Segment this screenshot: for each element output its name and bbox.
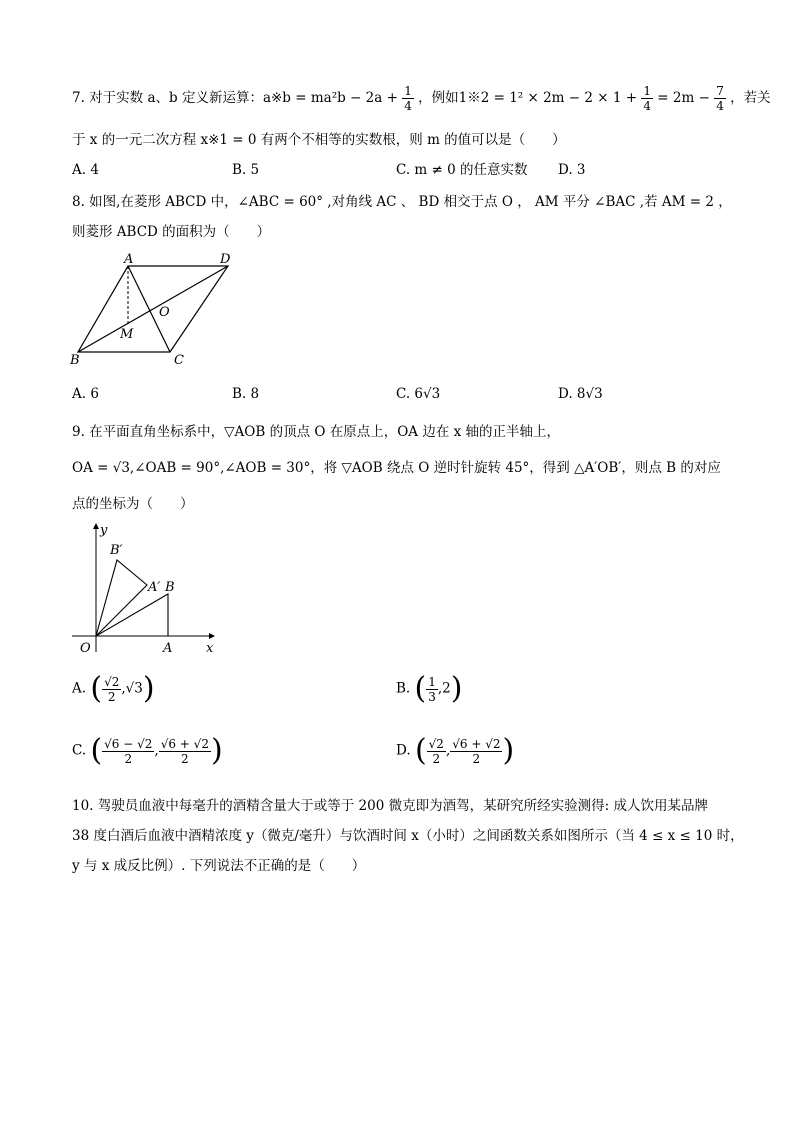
- q7-fraction-3: [714, 84, 726, 113]
- q7-text-a: 7. 对于实数 a、b 定义新运算：a※b = ma²b − 2a +: [72, 90, 398, 106]
- q9-option-c: C. ( $\frac{√6 - √2}{2}$ , $\frac{√6 + √2}{2}$ ): [72, 733, 223, 768]
- q7-frac3-num: 7: [716, 84, 724, 98]
- q7-frac2-den: 4: [643, 99, 651, 113]
- q9-option-d: D. ( $\frac{√2}{2}$ , $\frac{√6 + √2}{2}$ ): [396, 733, 515, 768]
- q7-option-a: A. 4: [72, 162, 99, 178]
- q7-frac1-den: 4: [404, 99, 412, 113]
- q10-line2: 38 度白酒后血液中酒精浓度 y（微克/毫升）与饮酒时间 x（小时）之间函数关系如图所示（当 4 ≤ x ≤ 10 时，: [72, 828, 744, 844]
- q9-option-c-label: C.: [72, 742, 87, 759]
- label-point-b: B: [165, 580, 175, 595]
- label-b: B: [70, 353, 80, 368]
- q7-frac1-num: 1: [404, 84, 412, 98]
- q7-option-b: B. 5: [232, 162, 260, 178]
- coordinate-figure: [68, 518, 228, 658]
- label-point-a-prime: A′: [148, 580, 161, 595]
- q10-line1: 10. 驾驶员血液中每毫升的酒精含量大于或等于 200 微克即为酒驾，某研究所经实验测得: 成人饮用某品牌: [72, 798, 708, 814]
- label-origin-o: O: [80, 641, 91, 656]
- q9-option-d-label: D.: [396, 742, 411, 759]
- q7-line1: [72, 84, 771, 113]
- label-point-b-prime: B′: [110, 543, 123, 558]
- q9-a-num: √2: [104, 674, 120, 689]
- q10-line3: y 与 x 成反比例）. 下列说法不正确的是（ ）: [72, 858, 366, 874]
- q9-d-num1: √2: [428, 736, 444, 751]
- q9-d-den2: 2: [472, 751, 481, 766]
- q9-c-num2: √6 + √2: [160, 736, 209, 751]
- label-d: D: [220, 252, 231, 267]
- q8-option-b: B. 8: [232, 386, 260, 402]
- label-o: O: [159, 305, 170, 320]
- q9-a-rest: ,√3: [121, 680, 143, 697]
- q7-frac2-num: 1: [643, 84, 651, 98]
- q7-frac3-den: 4: [716, 99, 724, 113]
- q9-option-b-label: B.: [396, 680, 411, 697]
- q9-option-a-label: A.: [72, 680, 87, 697]
- label-point-a: A: [163, 641, 173, 656]
- label-c: C: [174, 353, 184, 368]
- q9-b-num: 1: [428, 674, 436, 689]
- q8-option-c: C. 6√3: [396, 386, 441, 402]
- q7-text-d: ，若关: [730, 90, 771, 106]
- q7-fraction-2: [641, 84, 653, 113]
- q9-d-num2: √6 + √2: [452, 736, 501, 751]
- diagonal-bd: [78, 266, 228, 352]
- q8-option-d: D. 8√3: [558, 386, 603, 402]
- axis-label-x: x: [206, 641, 214, 656]
- q9-b-den: 3: [428, 689, 436, 704]
- q7-text-c: = 2m −: [657, 90, 710, 106]
- q9-d-den1: 2: [432, 751, 441, 766]
- label-m: M: [120, 327, 134, 342]
- q7-text-b: ，例如1※2 = 1² × 2m − 2 × 1 +: [418, 90, 638, 106]
- q9-line3: 点的坐标为（ ）: [72, 496, 194, 512]
- q9-line1: 9. 在平面直角坐标系中，▽AOB 的顶点 O 在原点上，OA 边在 x 轴的正半轴上，: [72, 424, 561, 440]
- q9-a-den: 2: [107, 689, 116, 704]
- q7-option-c: C. m ≠ 0 的任意实数: [396, 162, 528, 178]
- axis-label-y: y: [100, 523, 108, 538]
- q9-c-num1: √6 − √2: [104, 736, 153, 751]
- q7-fraction-1: [402, 84, 414, 113]
- q8-line1: 8. 如图,在菱形 ABCD 中，∠ABC = 60° ,对角线 AC 、 BD 相交于点 O ， AM 平分 ∠BAC ,若 AM = 2 ，: [72, 194, 732, 210]
- q8-option-a: A. 6: [72, 386, 99, 402]
- rhombus-figure: [70, 250, 270, 370]
- q9-b-rest: ,2: [437, 680, 451, 697]
- q8-line2: 则菱形 ABCD 的面积为（ ）: [72, 224, 271, 240]
- q9-option-a: A. ( $\frac{√2}{2}$ ,√3): [72, 671, 155, 706]
- triangle-a-prime-o-b-prime: [96, 560, 147, 636]
- q9-option-b: B. ( $\frac{1}{3}$ ,2): [396, 671, 463, 706]
- q9-line2: OA = √3,∠OAB = 90°,∠AOB = 30°，将 ▽AOB 绕点 O 逆时针旋转 45°，得到 △A′OB′，则点 B 的对应: [72, 460, 721, 476]
- q7-line2: 于 x 的一元二次方程 x※1 = 0 有两个不相等的实数根，则 m 的值可以是（ ）: [72, 132, 566, 148]
- label-a: A: [124, 252, 134, 267]
- q9-c-den1: 2: [124, 751, 133, 766]
- q9-c-den2: 2: [181, 751, 189, 766]
- q7-option-d: D. 3: [558, 162, 586, 178]
